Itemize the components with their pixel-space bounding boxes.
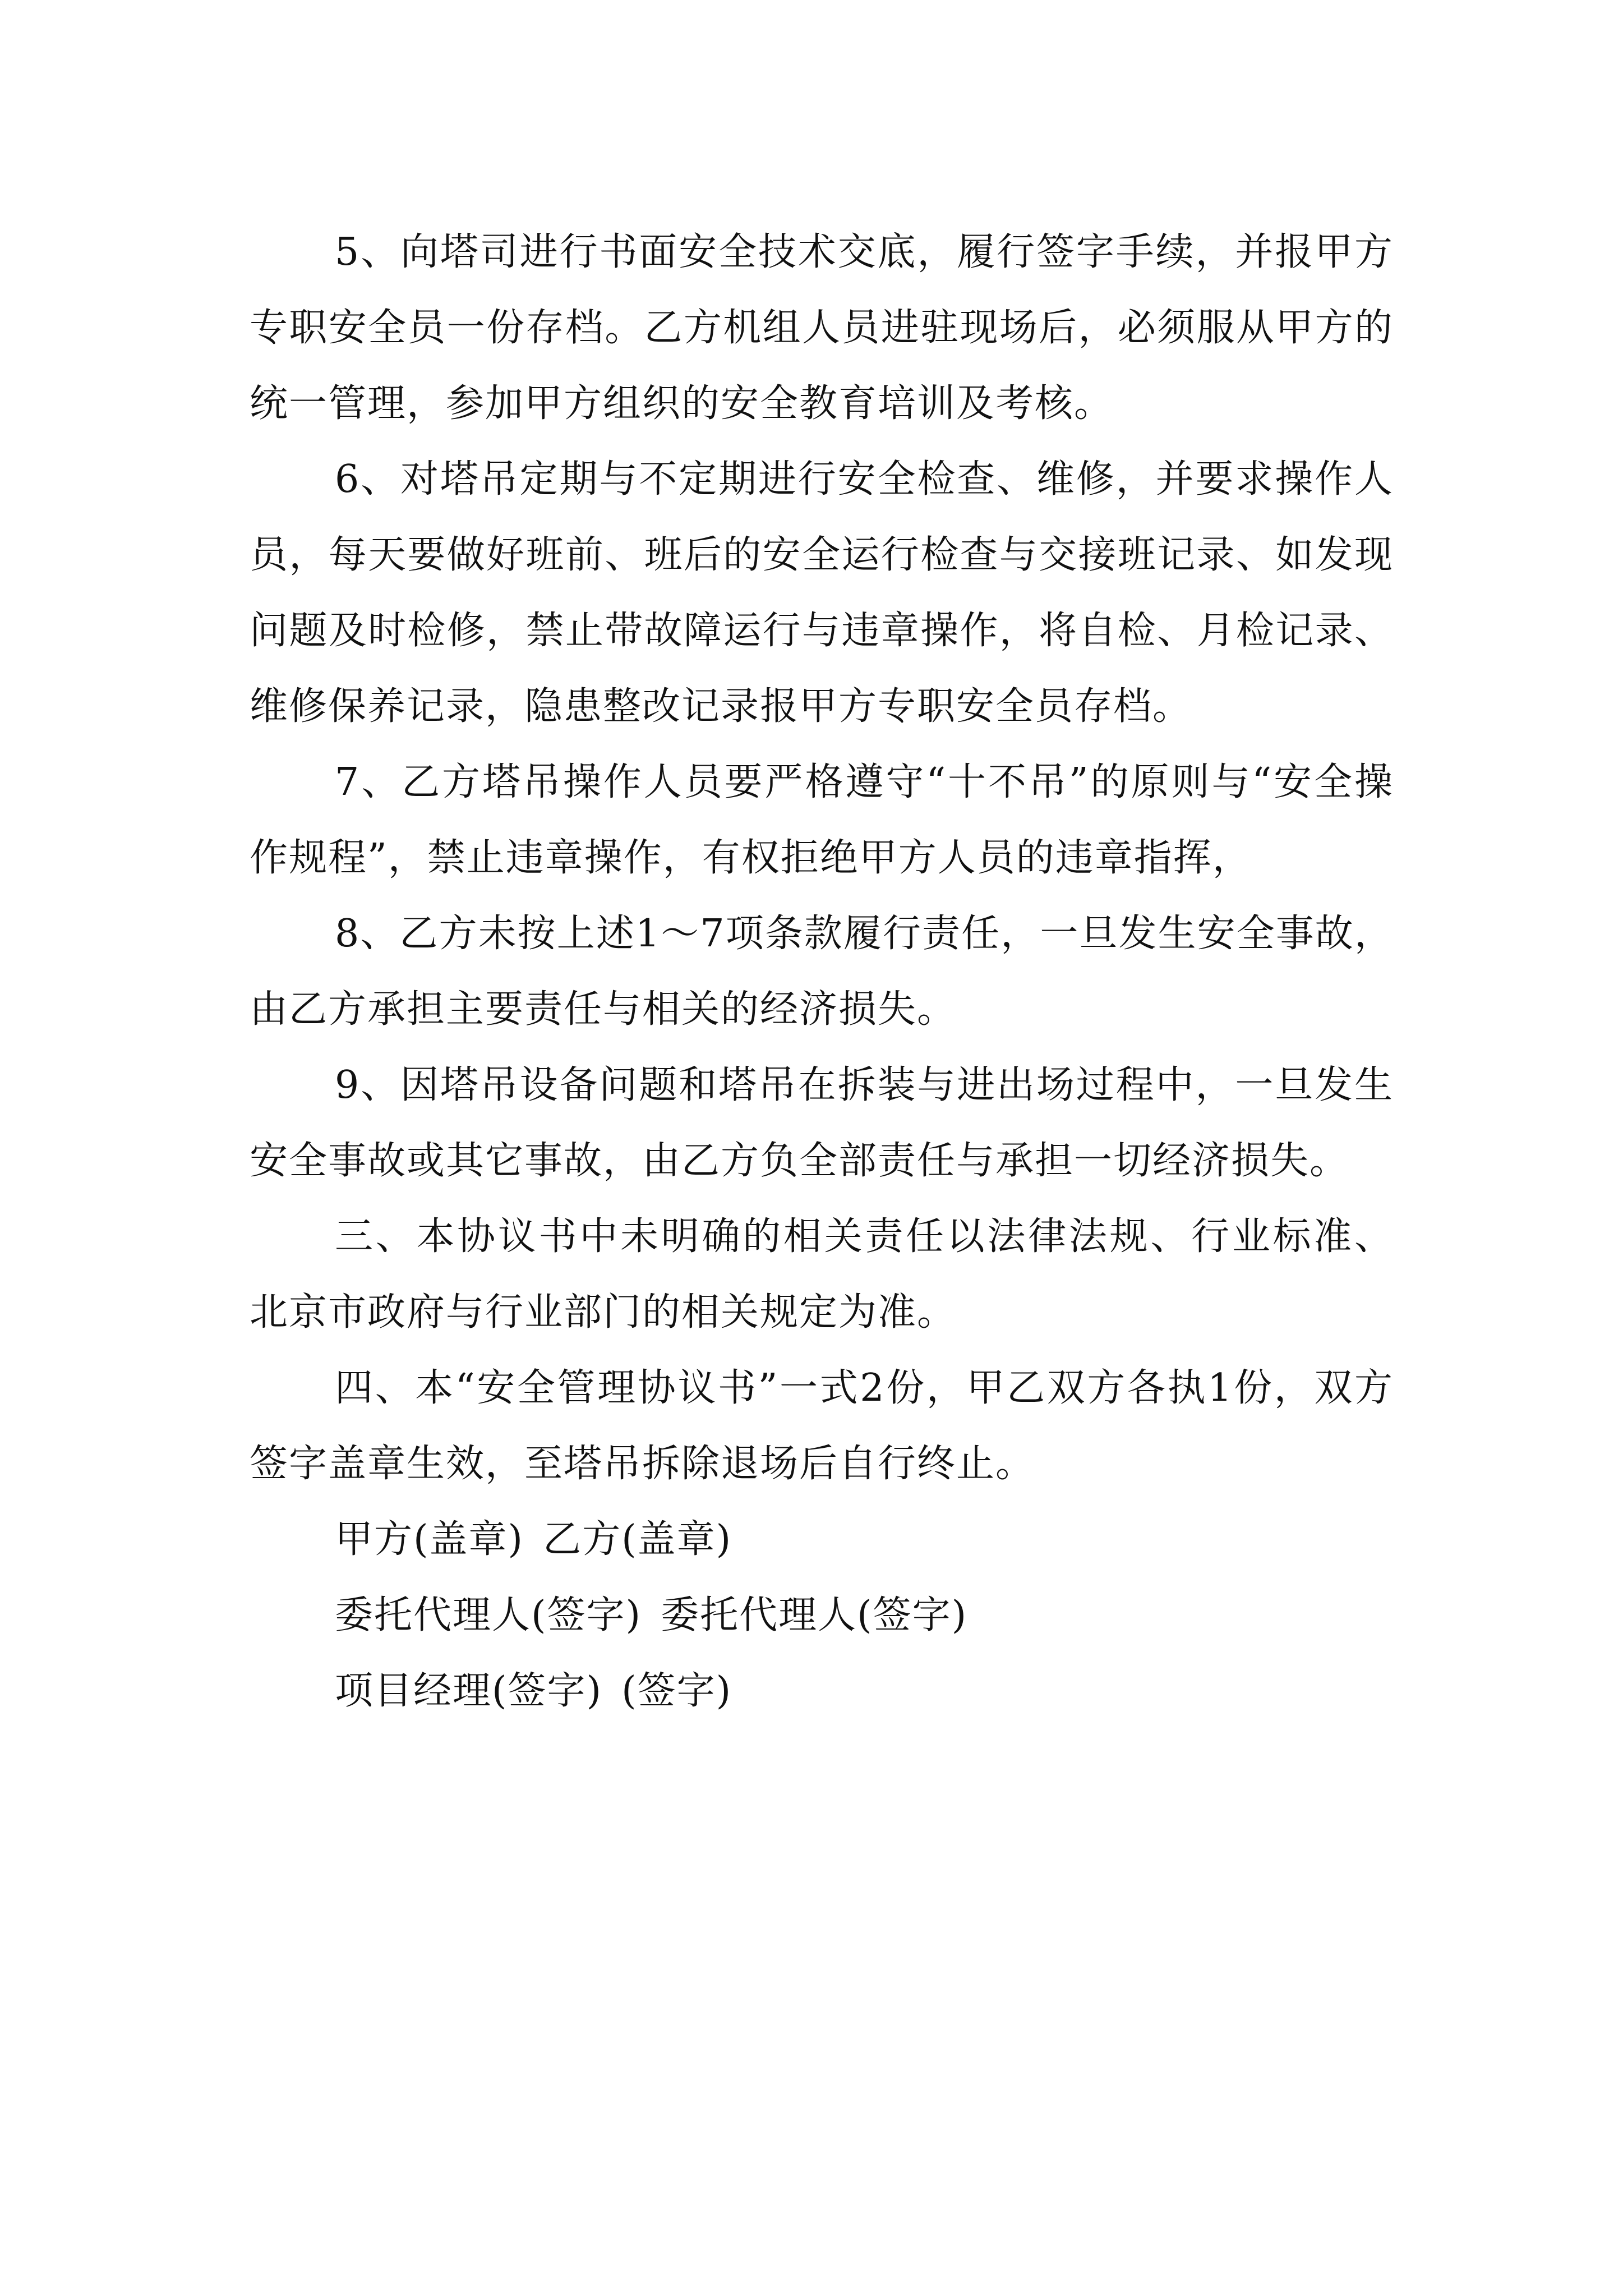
party-b-seal: 乙方(盖章) bbox=[543, 1517, 732, 1562]
agent-line bbox=[250, 1577, 1394, 1653]
clause-8: 8、乙方未按上述1～7项条款履行责任，一旦发生安全事故，由乙方承担主要责任与相关的经济损失。 bbox=[250, 912, 1394, 1032]
section-4: 四、本“安全管理协议书”一式2份，甲乙双方各执1份，双方签字盖章生效，至塔吊拆除退场后自行终止。 bbox=[250, 1366, 1394, 1486]
project-manager-signature: 项目经理(签字) bbox=[335, 1669, 603, 1713]
section-3: 三、本协议书中未明确的相关责任以法律法规、行业标准、北京市政府与行业部门的相关规定为准。 bbox=[250, 1214, 1394, 1335]
document-body bbox=[250, 214, 1394, 1729]
clause-7: 7、乙方塔吊操作人员要严格遵守“十不吊”的原则与“安全操作规程”，禁止违章操作，有权拒绝甲方人员的违章指挥， bbox=[250, 760, 1394, 880]
clause-6: 6、对塔吊定期与不定期进行安全检查、维修，并要求操作人员，每天要做好班前、班后的安全运行检查与交接班记录、如发现问题及时检修，禁止带故障运行与违章操作，将自检、月检记录、维修保养记录，隐患整改记录报甲方专职安全员存档。 bbox=[250, 457, 1394, 729]
party-b-manager-signature: (签字) bbox=[621, 1669, 732, 1713]
agent-b-signature: 委托代理人(签字) bbox=[661, 1593, 968, 1637]
party-a-seal: 甲方(盖章) bbox=[335, 1517, 524, 1562]
clause-9: 9、因塔吊设备问题和塔吊在拆装与进出场过程中，一旦发生安全事故或其它事故，由乙方负全部责任与承担一切经济损失。 bbox=[250, 1063, 1394, 1183]
project-manager-line bbox=[250, 1653, 1394, 1729]
seal-line bbox=[250, 1502, 1394, 1577]
agent-a-signature: 委托代理人(签字) bbox=[335, 1593, 642, 1637]
clause-5: 5、向塔司进行书面安全技术交底，履行签字手续，并报甲方专职安全员一份存档。乙方机组人员进驻现场后，必须服从甲方的统一管理，参加甲方组织的安全教育培训及考核。 bbox=[250, 230, 1394, 426]
